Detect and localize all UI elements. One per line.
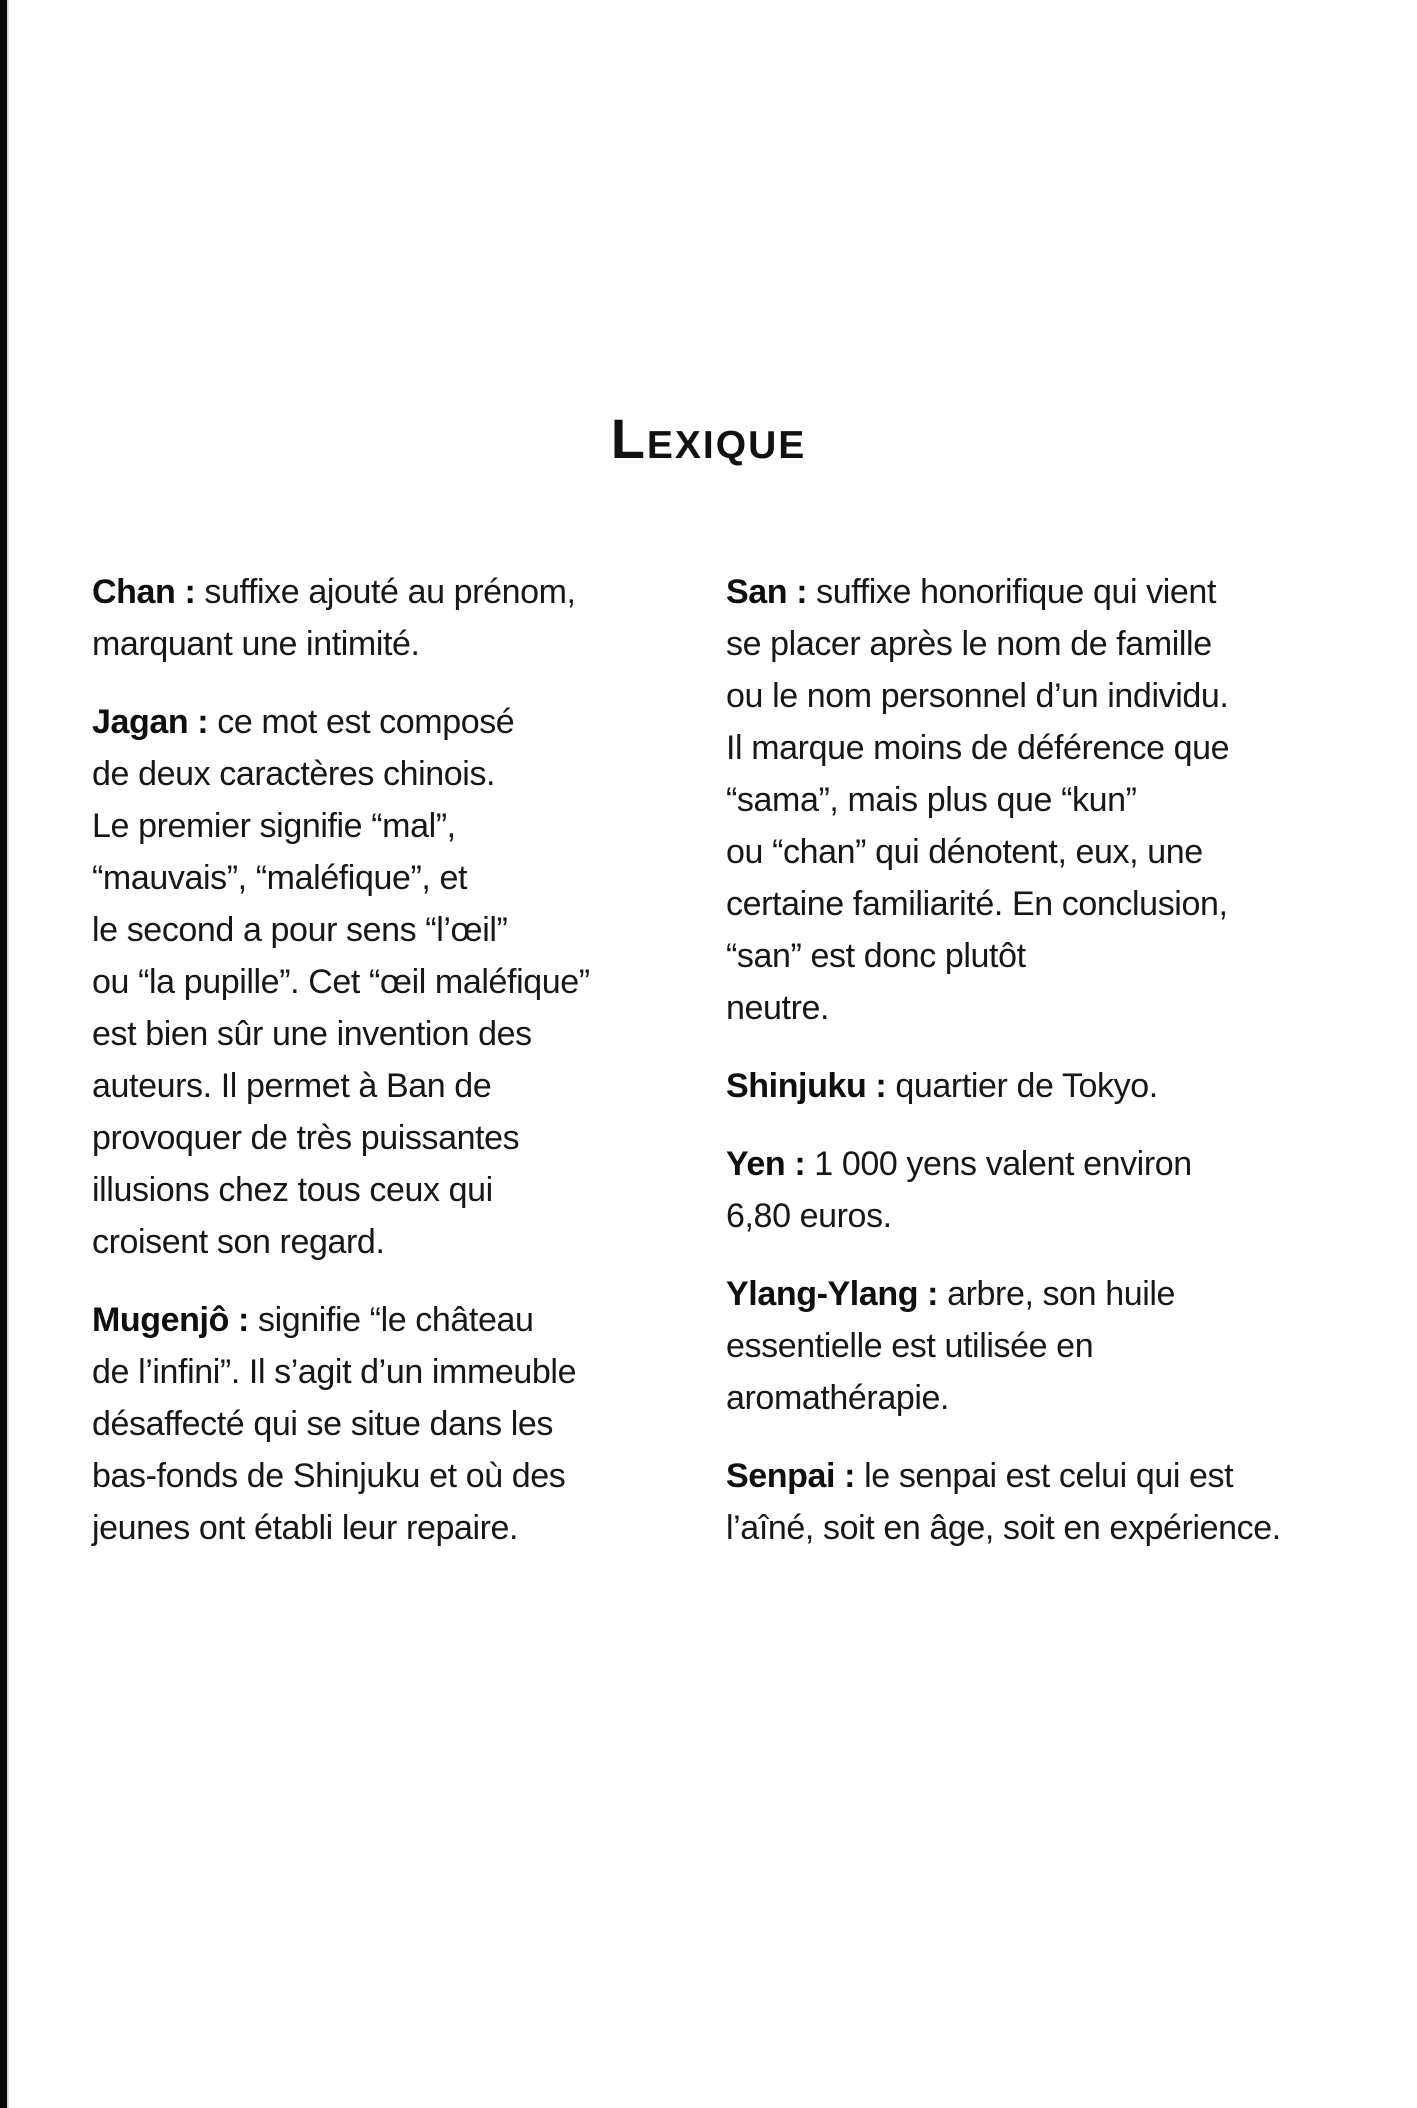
- definition-line: Il marque moins de déférence que: [726, 729, 1230, 767]
- definition-line: jeunes ont établi leur repaire.: [92, 1509, 519, 1547]
- lexicon-entry-yen: [726, 1138, 1386, 1242]
- entry-term: San :: [726, 573, 808, 611]
- definition-line: Le premier signifie “mal”,: [92, 807, 456, 845]
- definition-line: 6,80 euros.: [726, 1197, 892, 1235]
- entry-term: Yen :: [726, 1145, 806, 1183]
- definition-line: certaine familiarité. En conclusion,: [726, 885, 1228, 923]
- lexicon-entry-ylang-ylang: [726, 1268, 1386, 1424]
- lexicon-entry-san: [726, 566, 1386, 1034]
- entry-term: Ylang-Ylang :: [726, 1275, 939, 1313]
- definition-line: auteurs. Il permet à Ban de: [92, 1067, 492, 1105]
- definition-line: croisent son regard.: [92, 1223, 385, 1261]
- definition-line: provoquer de très puissantes: [92, 1119, 520, 1157]
- definition-line: signifie “le château: [248, 1301, 534, 1339]
- definition-line: est bien sûr une invention des: [92, 1015, 532, 1053]
- column-left: [92, 566, 712, 1580]
- definition-line: “san” est donc plutôt: [726, 937, 1026, 975]
- definition-line: 1 000 yens valent environ: [805, 1145, 1192, 1183]
- definition-line: désaffecté qui se situe dans les: [92, 1405, 553, 1443]
- page-spine-edge: [0, 0, 9, 2108]
- definition-line: aromathérapie.: [726, 1379, 950, 1417]
- page-title: Lexique: [610, 407, 807, 470]
- definition-line: de deux caractères chinois.: [92, 755, 496, 793]
- lexicon-entry-senpai: [726, 1450, 1386, 1554]
- definition-line: se placer après le nom de famille: [726, 625, 1212, 663]
- definition-line: neutre.: [726, 989, 830, 1027]
- lexicon-entry-shinjuku: [726, 1060, 1386, 1112]
- entry-term: Chan :: [92, 573, 196, 611]
- definition-line: arbre, son huile: [938, 1275, 1176, 1313]
- entry-term: Senpai :: [726, 1457, 856, 1495]
- entry-term: Shinjuku :: [726, 1067, 887, 1105]
- definition-line: l’aîné, soit en âge, soit en expérience.: [726, 1509, 1281, 1547]
- definition-line: ou “chan” qui dénotent, eux, une: [726, 833, 1203, 871]
- column-right: [726, 566, 1386, 1580]
- definition-line: marquant une intimité.: [92, 625, 420, 663]
- definition-line: illusions chez tous ceux qui: [92, 1171, 493, 1209]
- definition-line: essentielle est utilisée en: [726, 1327, 1094, 1365]
- definition-line: de l’infini”. Il s’agit d’un immeuble: [92, 1353, 577, 1391]
- definition-line: le second a pour sens “l’œil”: [92, 911, 508, 949]
- definition-line: ou “la pupille”. Cet “œil maléfique”: [92, 963, 590, 1001]
- definition-line: suffixe honorifique qui vient: [807, 573, 1216, 611]
- definition-line: suffixe ajouté au prénom,: [195, 573, 576, 611]
- lexicon-entry-jagan: [92, 696, 712, 1268]
- definition-line: quartier de Tokyo.: [886, 1067, 1158, 1105]
- definition-line: “sama”, mais plus que “kun”: [726, 781, 1137, 819]
- definition-line: bas-fonds de Shinjuku et où des: [92, 1457, 566, 1495]
- definition-line: le senpai est celui qui est: [855, 1457, 1234, 1495]
- definition-line: ce mot est composé: [208, 703, 515, 741]
- entry-term: Mugenjô :: [92, 1301, 249, 1339]
- lexicon-entry-mugenjo: [92, 1294, 712, 1554]
- definition-line: “mauvais”, “maléfique”, et: [92, 859, 468, 897]
- lexicon-entry-chan: [92, 566, 712, 670]
- entry-term: Jagan :: [92, 703, 209, 741]
- definition-line: ou le nom personnel d’un individu.: [726, 677, 1229, 715]
